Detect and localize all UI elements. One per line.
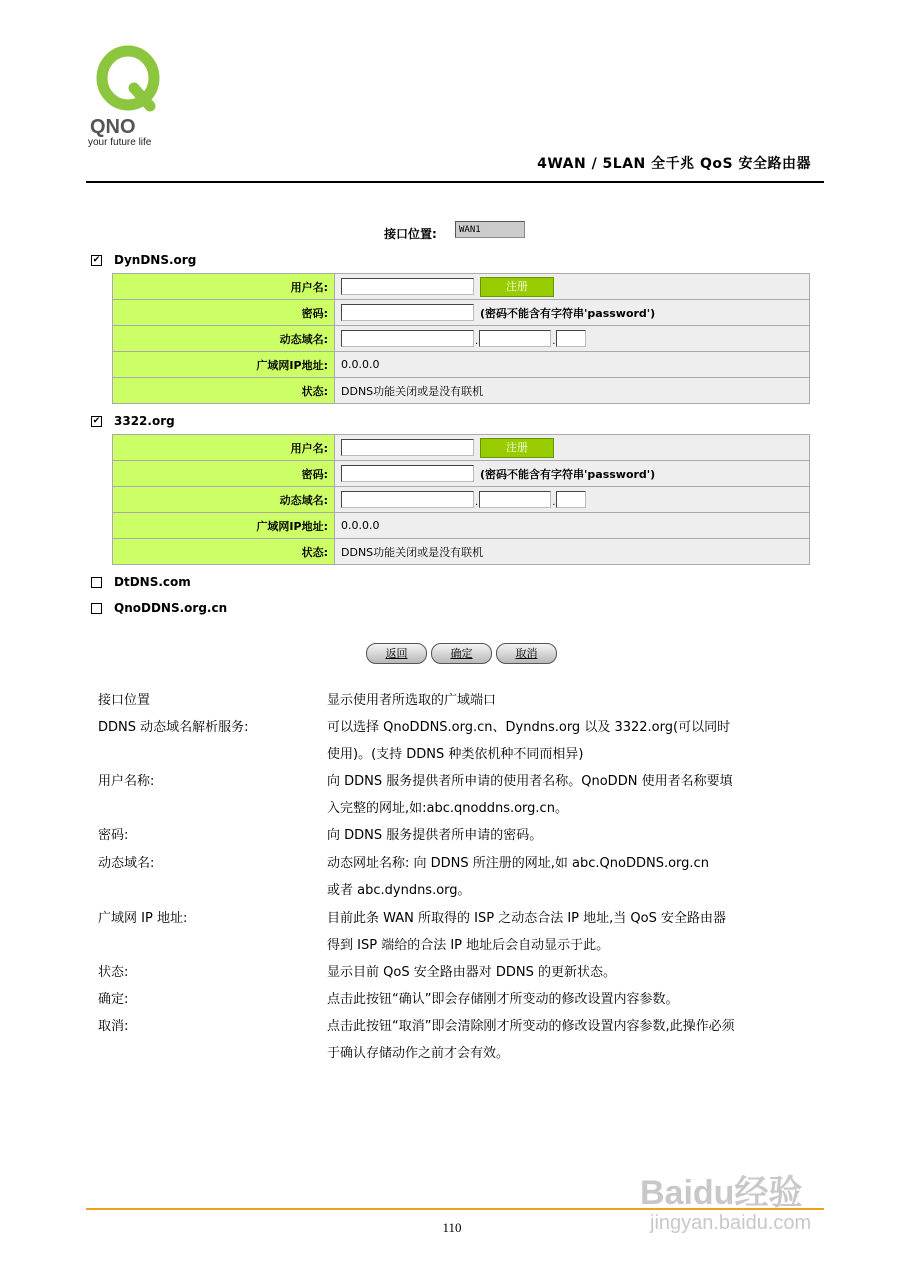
- table-row: [113, 487, 810, 513]
- header-divider: [86, 181, 824, 183]
- dtdns-label: DtDNS.com: [114, 575, 191, 589]
- password-hint: (密码不能含有字符串'password'): [480, 467, 656, 481]
- desc-term: 接口位置: [98, 693, 151, 708]
- table-row: [113, 513, 810, 539]
- wan-ip-value: 0.0.0.0: [335, 352, 810, 378]
- table-row: [113, 352, 810, 378]
- dyndns-form: [112, 273, 810, 404]
- wan-ip-value: 0.0.0.0: [335, 513, 810, 539]
- status-value: DDNS功能关闭或是没有联机: [335, 539, 810, 565]
- watermark-brand: Baidu经验: [640, 1174, 803, 1212]
- desc-text: 动态网址名称: 向 DDNS 所注册的网址,如 abc.QnoDDNS.org.cn: [327, 856, 709, 871]
- domain-host-input[interactable]: [341, 330, 474, 347]
- desc-term: 密码:: [98, 828, 129, 843]
- desc-text: 入完整的网址,如:abc.qnoddns.org.cn。: [327, 801, 568, 816]
- wan-ip-label: 广域网IP地址:: [113, 513, 335, 539]
- password-input[interactable]: [341, 304, 474, 321]
- dyndns-checkbox[interactable]: ✔: [92, 255, 101, 265]
- domain-separator: .: [475, 336, 479, 347]
- desc-text: 显示目前 QoS 安全路由器对 DDNS 的更新状态。: [327, 965, 616, 980]
- table-row: [113, 300, 810, 326]
- password-input[interactable]: [341, 465, 474, 482]
- desc-text: 向 DDNS 服务提供者所申请的密码。: [327, 828, 543, 843]
- domain-label: 动态域名:: [113, 487, 335, 513]
- domain-label: 动态域名:: [113, 326, 335, 352]
- desc-text: 使用)。(支持 DDNS 种类依机种不同而相异): [327, 747, 584, 762]
- desc-text: 向 DDNS 服务提供者所申请的使用者名称。QnoDDN 使用者名称要填: [327, 774, 733, 789]
- brand-name: QNO: [90, 116, 136, 138]
- desc-term: 确定:: [98, 992, 129, 1007]
- desc-term: 动态域名:: [98, 856, 155, 871]
- domain-tld-input[interactable]: [556, 330, 586, 347]
- qno-logo-icon: [88, 44, 178, 138]
- domain-separator: .: [552, 497, 556, 508]
- password-label: 密码:: [113, 461, 335, 487]
- desc-text: 显示使用者所选取的广域端口: [327, 693, 497, 708]
- table-row: [113, 461, 810, 487]
- password-label: 密码:: [113, 300, 335, 326]
- domain-name-input[interactable]: [479, 330, 551, 347]
- register-button[interactable]: 注册: [480, 438, 554, 458]
- desc-term: 取消:: [98, 1019, 129, 1034]
- interface-select[interactable]: WAN1: [455, 221, 525, 238]
- ok-button[interactable]: 确定: [431, 643, 492, 664]
- table-row: [113, 274, 810, 300]
- domain-name-input[interactable]: [479, 491, 551, 508]
- qnoddns-label: QnoDDNS.org.cn: [114, 601, 228, 615]
- status-label: 状态:: [113, 378, 335, 404]
- desc-text: 得到 ISP 端给的合法 IP 地址后会自动显示于此。: [327, 938, 610, 953]
- brand-tagline: your future life: [88, 137, 152, 148]
- domain-host-input[interactable]: [341, 491, 474, 508]
- domain-separator: .: [475, 497, 479, 508]
- desc-term: 广域网 IP 地址:: [98, 911, 188, 926]
- desc-term: DDNS 动态域名解析服务:: [98, 720, 249, 735]
- qnoddns-checkbox[interactable]: [91, 603, 102, 614]
- dtdns-checkbox[interactable]: [91, 577, 102, 588]
- cancel-button[interactable]: 取消: [496, 643, 557, 664]
- desc-text: 点击此按钮“确认”即会存储刚才所变动的修改设置内容参数。: [327, 992, 679, 1007]
- status-value: DDNS功能关闭或是没有联机: [335, 378, 810, 404]
- username-input[interactable]: [341, 439, 474, 456]
- register-button[interactable]: 注册: [480, 277, 554, 297]
- page-number: 110: [442, 1220, 462, 1235]
- domain-separator: .: [552, 336, 556, 347]
- desc-text: 目前此条 WAN 所取得的 ISP 之动态合法 IP 地址,当 QoS 安全路由器: [327, 911, 726, 926]
- desc-text: 于确认存储动作之前才会有效。: [327, 1046, 510, 1061]
- desc-text: 点击此按钮“取消”即会清除刚才所变动的修改设置内容参数,此操作必须: [327, 1019, 735, 1034]
- username-label: 用户名:: [113, 435, 335, 461]
- desc-text: 或者 abc.dyndns.org。: [327, 883, 471, 898]
- page-header-title: 4WAN / 5LAN 全千兆 QoS 安全路由器: [537, 156, 811, 172]
- status-label: 状态:: [113, 539, 335, 565]
- domain-tld-input[interactable]: [556, 491, 586, 508]
- desc-term: 状态:: [98, 965, 129, 980]
- interface-label: 接口位置:: [384, 227, 437, 241]
- 3322-form: [112, 434, 810, 565]
- username-input[interactable]: [341, 278, 474, 295]
- table-row: [113, 435, 810, 461]
- 3322-label: 3322.org: [114, 414, 175, 428]
- desc-text: 可以选择 QnoDDNS.org.cn、Dyndns.org 以及 3322.org(可以同时: [327, 720, 731, 735]
- desc-term: 用户名称:: [98, 774, 155, 789]
- dyndns-label: DynDNS.org: [114, 253, 197, 267]
- wan-ip-label: 广域网IP地址:: [113, 352, 335, 378]
- back-button[interactable]: 返回: [366, 643, 427, 664]
- table-row: [113, 326, 810, 352]
- table-row: [113, 539, 810, 565]
- password-hint: (密码不能含有字符串'password'): [480, 306, 656, 320]
- 3322-checkbox[interactable]: ✔: [92, 416, 101, 426]
- qno-logo: [88, 44, 178, 154]
- watermark-url: jingyan.baidu.com: [650, 1212, 812, 1234]
- table-row: [113, 378, 810, 404]
- username-label: 用户名:: [113, 274, 335, 300]
